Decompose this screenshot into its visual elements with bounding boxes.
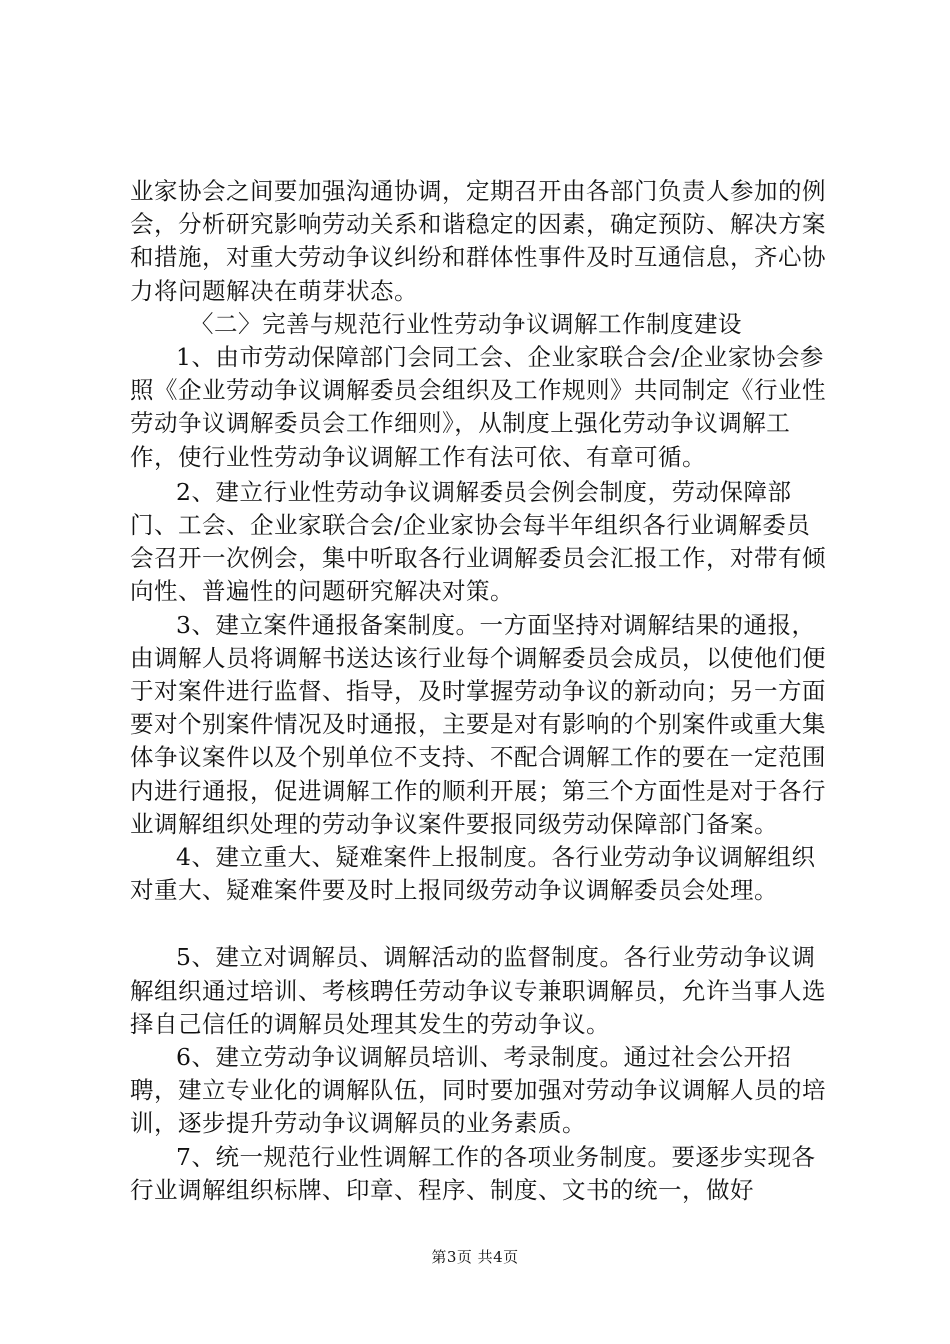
- paragraph-item-6: 6、建立劳动争议调解员培训、考录制度。通过社会公开招聘，建立专业化的调解队伍，同时要加强对劳动争议调解人员的培训，逐步提升劳动争议调解员的业务素质。: [130, 1043, 826, 1138]
- document-body: [130, 175, 830, 1207]
- paragraph-item-7: 7、统一规范行业性调解工作的各项业务制度。要逐步实现各行业调解组织标牌、印章、程序、制度、文书的统一，做好: [130, 1142, 816, 1204]
- page-footer: [0, 1246, 950, 1267]
- paragraph-item-1: 1、由市劳动保障部门会同工会、企业家联合会/企业家协会参照《企业劳动争议调解委员会组织及工作规则》共同制定《行业性劳动争议调解委员会工作细则》，从制度上强化劳动争议调解工作，使行业性劳动争议调解工作有法可依、有章可循。: [130, 343, 826, 471]
- paragraph-item-2: 2、建立行业性劳动争议调解委员会例会制度，劳动保障部门、工会、企业家联合会/企业家协会每半年组织各行业调解委员会召开一次例会，集中听取各行业调解委员会汇报工作，对带有倾向性、普遍性的问题研究解决对策。: [130, 477, 826, 606]
- paragraph-continuation: 业家协会之间要加强沟通协调，定期召开由各部门负责人参加的例会，分析研究影响劳动关系和谐稳定的因素，确定预防、解决方案和措施，对重大劳动争议纠纷和群体性事件及时互通信息，齐心协力将问题解决在萌芽状态。: [130, 177, 826, 305]
- page-number-label: 第3页 共4页: [431, 1248, 519, 1266]
- paragraph-spacer: [130, 907, 830, 941]
- paragraph-item-3: 3、建立案件通报备案制度。一方面坚持对调解结果的通报，由调解人员将调解书送达该行业每个调解委员会成员，以使他们便于对案件进行监督、指导，及时掌握劳动争议的新动向；另一方面要对个别案件情况及时通报，主要是对有影响的个别案件或重大集体争议案件以及个别单位不支持、不配合调解工作的要在一定范围内进行通报，促进调解工作的顺利开展；第三个方面性是对于各行业调解组织处理的劳动争议案件要报同级劳动保障部门备案。: [130, 610, 826, 838]
- section-heading: 〈二〉完善与规范行业性劳动争议调解工作制度建设: [190, 309, 742, 338]
- paragraph-item-5: 5、建立对调解员、调解活动的监督制度。各行业劳动争议调解组织通过培训、考核聘任劳动争议专兼职调解员，允许当事人选择自己信任的调解员处理其发生的劳动争议。: [130, 943, 826, 1038]
- paragraph-item-4: 4、建立重大、疑难案件上报制度。各行业劳动争议调解组织对重大、疑难案件要及时上报同级劳动争议调解委员会处理。: [130, 843, 816, 905]
